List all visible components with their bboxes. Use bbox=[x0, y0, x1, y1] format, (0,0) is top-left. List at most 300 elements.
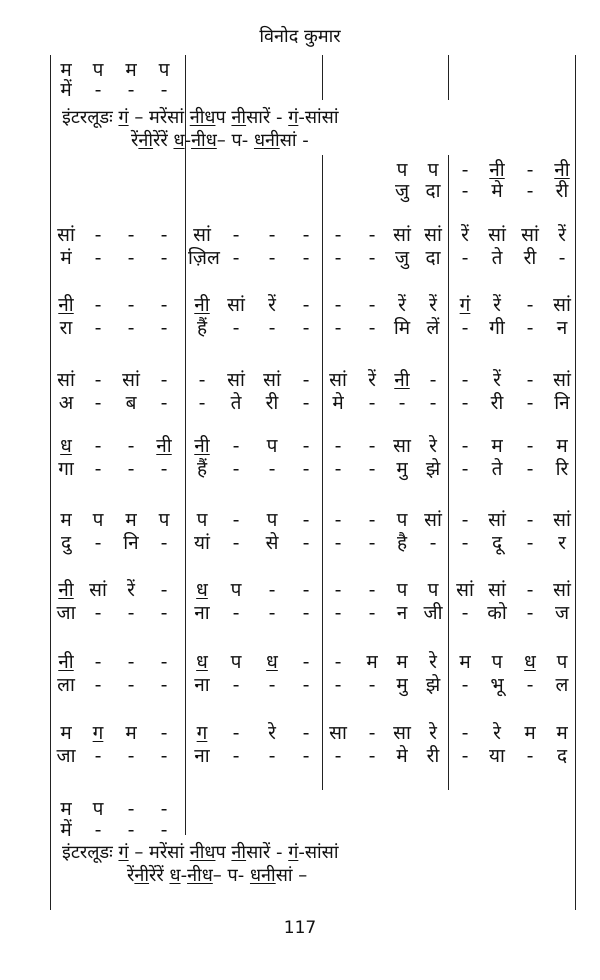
notation-cell: भू bbox=[490, 674, 504, 696]
interlude-segment: रेंरें bbox=[153, 130, 174, 151]
interlude-segment: ध bbox=[169, 865, 181, 886]
notation-cell: - bbox=[461, 722, 469, 744]
notation-cell: जा bbox=[56, 602, 76, 624]
notation-cell: - bbox=[127, 798, 135, 820]
notation-cell: झे bbox=[425, 674, 441, 696]
notation-cell: - bbox=[232, 317, 240, 339]
notation-cell: नि bbox=[554, 392, 570, 414]
notation-cell: सा bbox=[393, 722, 411, 744]
notation-cell: - bbox=[160, 369, 168, 391]
notation-cell: - bbox=[94, 435, 102, 457]
notation-cell: - bbox=[461, 317, 469, 339]
notation-cell: - bbox=[160, 392, 168, 414]
notation-cell: - bbox=[160, 224, 168, 246]
notation-cell: रे bbox=[268, 722, 276, 744]
notation-cell: रें bbox=[461, 224, 469, 246]
notation-cell: - bbox=[461, 392, 469, 414]
notation-cell: - bbox=[302, 579, 310, 601]
notation-cell: रें bbox=[127, 579, 135, 601]
notation-cell: प bbox=[266, 509, 278, 531]
notation-cell: में bbox=[60, 819, 72, 841]
notation-cell: - bbox=[94, 602, 102, 624]
interlude-segment: नीध bbox=[189, 107, 216, 128]
notation-cell: नी bbox=[58, 579, 74, 601]
notation-cell: - bbox=[461, 745, 469, 767]
notation-cell: - bbox=[232, 674, 240, 696]
notation-cell: है bbox=[396, 532, 408, 554]
notation-cell: - bbox=[302, 674, 310, 696]
notation-cell: प bbox=[427, 579, 439, 601]
interlude-segment: नीध bbox=[189, 842, 216, 863]
notation-cell: री bbox=[265, 392, 279, 414]
notation-cell: - bbox=[160, 247, 168, 269]
notation-cell: दू bbox=[491, 532, 503, 554]
notation-cell: - bbox=[398, 392, 406, 414]
notation-cell: झे bbox=[425, 458, 441, 480]
notation-cell: री bbox=[555, 180, 569, 202]
interlude-segment: -सांसां bbox=[298, 842, 339, 863]
notation-cell: ग bbox=[92, 722, 104, 744]
notation-cell: ध bbox=[524, 651, 536, 673]
notation-cell: म bbox=[459, 651, 471, 673]
notation-cell: - bbox=[160, 79, 168, 101]
notation-cell: जु bbox=[394, 180, 410, 202]
notation-cell: रें bbox=[493, 369, 501, 391]
notation-cell: दु bbox=[60, 532, 72, 554]
notation-cell: दा bbox=[425, 180, 441, 202]
notation-cell: - bbox=[94, 294, 102, 316]
notation-cell: सां bbox=[329, 369, 347, 391]
interlude-segment: रें bbox=[131, 130, 139, 151]
notation-cell: - bbox=[232, 509, 240, 531]
interlude-segment: रें bbox=[127, 865, 135, 886]
notation-cell: - bbox=[94, 458, 102, 480]
notation-cell: गं bbox=[459, 294, 471, 316]
notation-cell: - bbox=[160, 317, 168, 339]
interlude-segment: - bbox=[180, 865, 188, 886]
notation-cell: - bbox=[127, 651, 135, 673]
notation-cell: ज़िल bbox=[188, 247, 220, 269]
notation-cell: - bbox=[368, 435, 376, 457]
notation-cell: ते bbox=[230, 392, 242, 414]
notation-cell: ध bbox=[60, 435, 72, 457]
notation-cell: मु bbox=[396, 458, 408, 480]
notation-cell: रें bbox=[368, 369, 376, 391]
notation-cell: - bbox=[127, 317, 135, 339]
notation-cell: - bbox=[334, 602, 342, 624]
notation-cell: प bbox=[491, 651, 503, 673]
notation-cell: - bbox=[526, 180, 534, 202]
notation-cell: - bbox=[232, 224, 240, 246]
interlude-segment: – मरेंसां bbox=[128, 842, 190, 863]
interlude-segment: गं bbox=[288, 107, 299, 128]
notation-cell: प bbox=[427, 159, 439, 181]
interlude-segment: गं bbox=[288, 842, 299, 863]
notation-cell: - bbox=[302, 745, 310, 767]
interlude-segment: प bbox=[215, 107, 232, 128]
bar-line bbox=[322, 155, 323, 790]
notation-cell: - bbox=[334, 247, 342, 269]
notation-cell: सां bbox=[553, 294, 571, 316]
notation-cell: - bbox=[461, 509, 469, 531]
notation-cell: सां bbox=[488, 579, 506, 601]
notation-cell: ब bbox=[125, 392, 137, 414]
notation-cell: - bbox=[268, 458, 276, 480]
interlude-segment: गं bbox=[118, 107, 129, 128]
notation-cell: - bbox=[461, 458, 469, 480]
notation-cell: द bbox=[556, 745, 568, 767]
notation-cell: सां bbox=[122, 369, 140, 391]
notation-cell: - bbox=[160, 722, 168, 744]
notation-cell: प bbox=[396, 159, 408, 181]
notation-cell: नी bbox=[156, 435, 172, 457]
notation-cell: म bbox=[125, 722, 137, 744]
notation-cell: - bbox=[461, 532, 469, 554]
notation-cell: रे bbox=[429, 435, 437, 457]
notation-cell: - bbox=[334, 458, 342, 480]
notation-cell: प bbox=[158, 59, 170, 81]
notation-cell: गा bbox=[58, 458, 74, 480]
notation-cell: - bbox=[198, 392, 206, 414]
notation-cell: - bbox=[268, 579, 276, 601]
notation-cell: - bbox=[526, 579, 534, 601]
notation-cell: मु bbox=[396, 674, 408, 696]
notation-cell: नी bbox=[194, 435, 210, 457]
notation-cell: सां bbox=[424, 509, 442, 531]
notation-cell: - bbox=[429, 392, 437, 414]
notation-cell: ध bbox=[196, 651, 208, 673]
bar-line bbox=[448, 55, 449, 100]
interlude-segment: नी bbox=[138, 130, 154, 151]
notation-cell: जी bbox=[423, 602, 443, 624]
notation-cell: - bbox=[268, 602, 276, 624]
notation-cell: - bbox=[368, 532, 376, 554]
interlude-segment: इंटरलूडः bbox=[62, 842, 119, 863]
notation-cell: म bbox=[60, 722, 72, 744]
bar-line bbox=[50, 55, 51, 910]
notation-cell: - bbox=[368, 674, 376, 696]
interlude-segment: ध bbox=[173, 130, 185, 151]
interlude-segment: -सांसां bbox=[298, 107, 339, 128]
notation-cell: - bbox=[526, 159, 534, 181]
notation-cell: ना bbox=[194, 674, 210, 696]
notation-cell: - bbox=[526, 745, 534, 767]
notation-cell: प bbox=[158, 509, 170, 531]
notation-cell: प bbox=[230, 579, 242, 601]
notation-cell: - bbox=[334, 294, 342, 316]
notation-cell: - bbox=[94, 224, 102, 246]
notation-cell: - bbox=[302, 651, 310, 673]
notation-cell: - bbox=[160, 651, 168, 673]
notation-cell: - bbox=[368, 579, 376, 601]
notation-cell: - bbox=[302, 435, 310, 457]
interlude-segment: नीध bbox=[187, 865, 213, 886]
notation-cell: - bbox=[127, 247, 135, 269]
notation-cell: में bbox=[60, 79, 72, 101]
notation-cell: गी bbox=[489, 317, 505, 339]
notation-cell: म bbox=[60, 509, 72, 531]
notation-cell: - bbox=[160, 798, 168, 820]
notation-cell: सां bbox=[424, 224, 442, 246]
notation-cell: - bbox=[127, 224, 135, 246]
notation-cell: - bbox=[302, 722, 310, 744]
notation-cell: - bbox=[526, 317, 534, 339]
notation-cell: - bbox=[334, 317, 342, 339]
bar-line bbox=[322, 55, 323, 100]
notation-cell: - bbox=[302, 458, 310, 480]
notation-cell: अ bbox=[58, 392, 74, 414]
notation-cell: - bbox=[198, 369, 206, 391]
notation-cell: हैं bbox=[196, 458, 208, 480]
notation-cell: सां bbox=[553, 369, 571, 391]
notation-cell: प bbox=[92, 798, 104, 820]
notation-cell: म bbox=[491, 435, 503, 457]
notation-cell: ग bbox=[196, 722, 208, 744]
notation-cell: - bbox=[94, 247, 102, 269]
notation-cell: प bbox=[396, 509, 408, 531]
notation-cell: री bbox=[523, 247, 537, 269]
notation-cell: नी bbox=[58, 294, 74, 316]
interlude-segment: नीध bbox=[191, 130, 217, 151]
notation-cell: न bbox=[396, 602, 408, 624]
notation-cell: से bbox=[265, 532, 279, 554]
notation-cell: प bbox=[266, 435, 278, 457]
interlude-segment: सां – bbox=[275, 865, 308, 886]
notation-cell: - bbox=[94, 317, 102, 339]
notation-cell: सां bbox=[227, 369, 245, 391]
notation-cell: रें bbox=[558, 224, 566, 246]
interlude-segment: गं bbox=[118, 842, 129, 863]
notation-cell: - bbox=[160, 819, 168, 841]
notation-cell: - bbox=[232, 435, 240, 457]
notation-cell: सां bbox=[193, 224, 211, 246]
notation-cell: रें bbox=[493, 294, 501, 316]
notation-cell: र bbox=[558, 532, 566, 554]
notation-cell: - bbox=[429, 369, 437, 391]
notation-cell: - bbox=[127, 819, 135, 841]
notation-cell: प bbox=[396, 579, 408, 601]
notation-cell: - bbox=[302, 224, 310, 246]
notation-cell: मे bbox=[396, 745, 408, 767]
notation-cell: - bbox=[526, 602, 534, 624]
interlude-1-line-1 bbox=[62, 107, 339, 129]
notation-cell: न bbox=[556, 317, 568, 339]
notation-cell: - bbox=[127, 79, 135, 101]
bar-line bbox=[448, 155, 449, 790]
notation-cell: रे bbox=[493, 722, 501, 744]
notation-cell: - bbox=[302, 294, 310, 316]
notation-cell: - bbox=[526, 532, 534, 554]
notation-cell: सा bbox=[329, 722, 347, 744]
notation-cell: मि bbox=[393, 317, 411, 339]
notation-cell: रें bbox=[429, 294, 437, 316]
notation-cell: - bbox=[160, 458, 168, 480]
notation-cell: म bbox=[366, 651, 378, 673]
notation-cell: सां bbox=[553, 579, 571, 601]
notation-cell: सा bbox=[393, 435, 411, 457]
bar-line bbox=[185, 55, 186, 835]
notation-cell: - bbox=[461, 674, 469, 696]
notation-cell: प bbox=[92, 509, 104, 531]
interlude-segment: सारें - bbox=[246, 842, 289, 863]
notation-cell: नी bbox=[489, 159, 505, 181]
notation-cell: - bbox=[127, 458, 135, 480]
notation-cell: - bbox=[368, 745, 376, 767]
notation-cell: - bbox=[368, 392, 376, 414]
notation-cell: ल bbox=[555, 674, 569, 696]
notation-cell: - bbox=[94, 674, 102, 696]
notation-cell: यां bbox=[194, 532, 210, 554]
interlude-segment: – प- bbox=[212, 865, 250, 886]
notation-cell: नी bbox=[194, 294, 210, 316]
interlude-segment: सां - bbox=[279, 130, 309, 151]
notation-cell: - bbox=[268, 674, 276, 696]
notation-cell: प bbox=[92, 59, 104, 81]
notation-cell: हैं bbox=[196, 317, 208, 339]
notation-cell: लें bbox=[426, 317, 440, 339]
notation-cell: दा bbox=[425, 247, 441, 269]
notation-cell: - bbox=[127, 674, 135, 696]
notation-cell: - bbox=[94, 369, 102, 391]
notation-cell: - bbox=[368, 722, 376, 744]
notation-cell: - bbox=[160, 579, 168, 601]
notation-cell: - bbox=[526, 392, 534, 414]
notation-cell: - bbox=[334, 674, 342, 696]
notation-cell: नी bbox=[394, 369, 410, 391]
notation-cell: - bbox=[526, 294, 534, 316]
notation-cell: ना bbox=[194, 745, 210, 767]
notation-cell: मे bbox=[491, 180, 503, 202]
notation-cell: रा bbox=[59, 317, 73, 339]
notation-cell: म bbox=[60, 59, 72, 81]
interlude-segment: – प- bbox=[216, 130, 254, 151]
notation-cell: री bbox=[426, 745, 440, 767]
notation-cell: सां bbox=[57, 369, 75, 391]
notation-cell: - bbox=[558, 247, 566, 269]
notation-cell: - bbox=[127, 294, 135, 316]
notation-cell: प bbox=[556, 651, 568, 673]
notation-cell: - bbox=[302, 392, 310, 414]
notation-cell: - bbox=[461, 247, 469, 269]
interlude-2-line-1 bbox=[62, 842, 339, 864]
notation-cell: सां bbox=[57, 224, 75, 246]
notation-cell: सां bbox=[521, 224, 539, 246]
notation-cell: - bbox=[302, 509, 310, 531]
notation-cell: - bbox=[160, 294, 168, 316]
notation-cell: - bbox=[232, 722, 240, 744]
notation-cell: - bbox=[368, 602, 376, 624]
notation-cell: - bbox=[160, 745, 168, 767]
notation-cell: - bbox=[334, 509, 342, 531]
notation-cell: नि bbox=[123, 532, 139, 554]
notation-cell: - bbox=[268, 247, 276, 269]
notation-cell: - bbox=[127, 435, 135, 457]
notation-cell: नी bbox=[58, 651, 74, 673]
notation-cell: जा bbox=[56, 745, 76, 767]
interlude-segment: सारें - bbox=[246, 107, 289, 128]
notation-cell: - bbox=[461, 159, 469, 181]
interlude-segment: – मरेंसां bbox=[128, 107, 190, 128]
notation-cell: - bbox=[461, 602, 469, 624]
notation-cell: म bbox=[60, 798, 72, 820]
notation-cell: म bbox=[556, 722, 568, 744]
notation-cell: - bbox=[334, 579, 342, 601]
notation-cell: प bbox=[230, 651, 242, 673]
notation-cell: - bbox=[268, 224, 276, 246]
interlude-segment: - bbox=[184, 130, 192, 151]
notation-cell: - bbox=[232, 745, 240, 767]
notation-cell: - bbox=[526, 458, 534, 480]
notation-cell: सां bbox=[227, 294, 245, 316]
page-title: विनोद कुमार bbox=[259, 26, 341, 47]
notation-cell: ध bbox=[196, 579, 208, 601]
notation-cell: सां bbox=[456, 579, 474, 601]
notation-cell: - bbox=[232, 602, 240, 624]
interlude-segment: रेंरें bbox=[149, 865, 170, 886]
notation-cell: - bbox=[461, 180, 469, 202]
notation-cell: - bbox=[302, 317, 310, 339]
notation-cell: - bbox=[334, 435, 342, 457]
notation-cell: - bbox=[268, 317, 276, 339]
interlude-segment: प bbox=[215, 842, 232, 863]
notation-cell: - bbox=[302, 602, 310, 624]
notation-cell: मे bbox=[332, 392, 344, 414]
notation-cell: या bbox=[489, 745, 505, 767]
notation-cell: - bbox=[368, 458, 376, 480]
notation-cell: - bbox=[302, 247, 310, 269]
notation-cell: ध bbox=[266, 651, 278, 673]
notation-cell: - bbox=[94, 745, 102, 767]
notation-cell: - bbox=[526, 674, 534, 696]
notation-cell: सां bbox=[263, 369, 281, 391]
notation-cell: - bbox=[160, 602, 168, 624]
notation-cell: री bbox=[490, 392, 504, 414]
notation-cell: - bbox=[526, 435, 534, 457]
notation-cell: - bbox=[334, 745, 342, 767]
notation-cell: मं bbox=[60, 247, 72, 269]
notation-cell: - bbox=[334, 224, 342, 246]
notation-cell: सां bbox=[488, 509, 506, 531]
notation-cell: रें bbox=[398, 294, 406, 316]
notation-cell: रें bbox=[268, 294, 276, 316]
notation-cell: - bbox=[94, 79, 102, 101]
interlude-segment: नी bbox=[231, 842, 247, 863]
notation-cell: जु bbox=[394, 247, 410, 269]
notation-cell: रे bbox=[429, 722, 437, 744]
notation-cell: - bbox=[526, 369, 534, 391]
notation-cell: - bbox=[334, 532, 342, 554]
notation-cell: - bbox=[334, 651, 342, 673]
notation-cell: - bbox=[160, 674, 168, 696]
notation-cell: - bbox=[526, 509, 534, 531]
notation-cell: प bbox=[196, 509, 208, 531]
notation-cell: - bbox=[368, 317, 376, 339]
notation-cell: रे bbox=[429, 651, 437, 673]
notation-cell: नी bbox=[554, 159, 570, 181]
notation-cell: म bbox=[556, 435, 568, 457]
notation-cell: - bbox=[94, 651, 102, 673]
notation-cell: - bbox=[94, 532, 102, 554]
notation-cell: म bbox=[125, 509, 137, 531]
notation-cell: ज bbox=[554, 602, 570, 624]
notation-cell: - bbox=[232, 247, 240, 269]
interlude-segment: धनी bbox=[253, 130, 280, 151]
notation-cell: सां bbox=[553, 509, 571, 531]
notation-cell: - bbox=[368, 224, 376, 246]
notation-cell: सां bbox=[89, 579, 107, 601]
notation-cell: रि bbox=[555, 458, 569, 480]
notation-cell: - bbox=[94, 392, 102, 414]
